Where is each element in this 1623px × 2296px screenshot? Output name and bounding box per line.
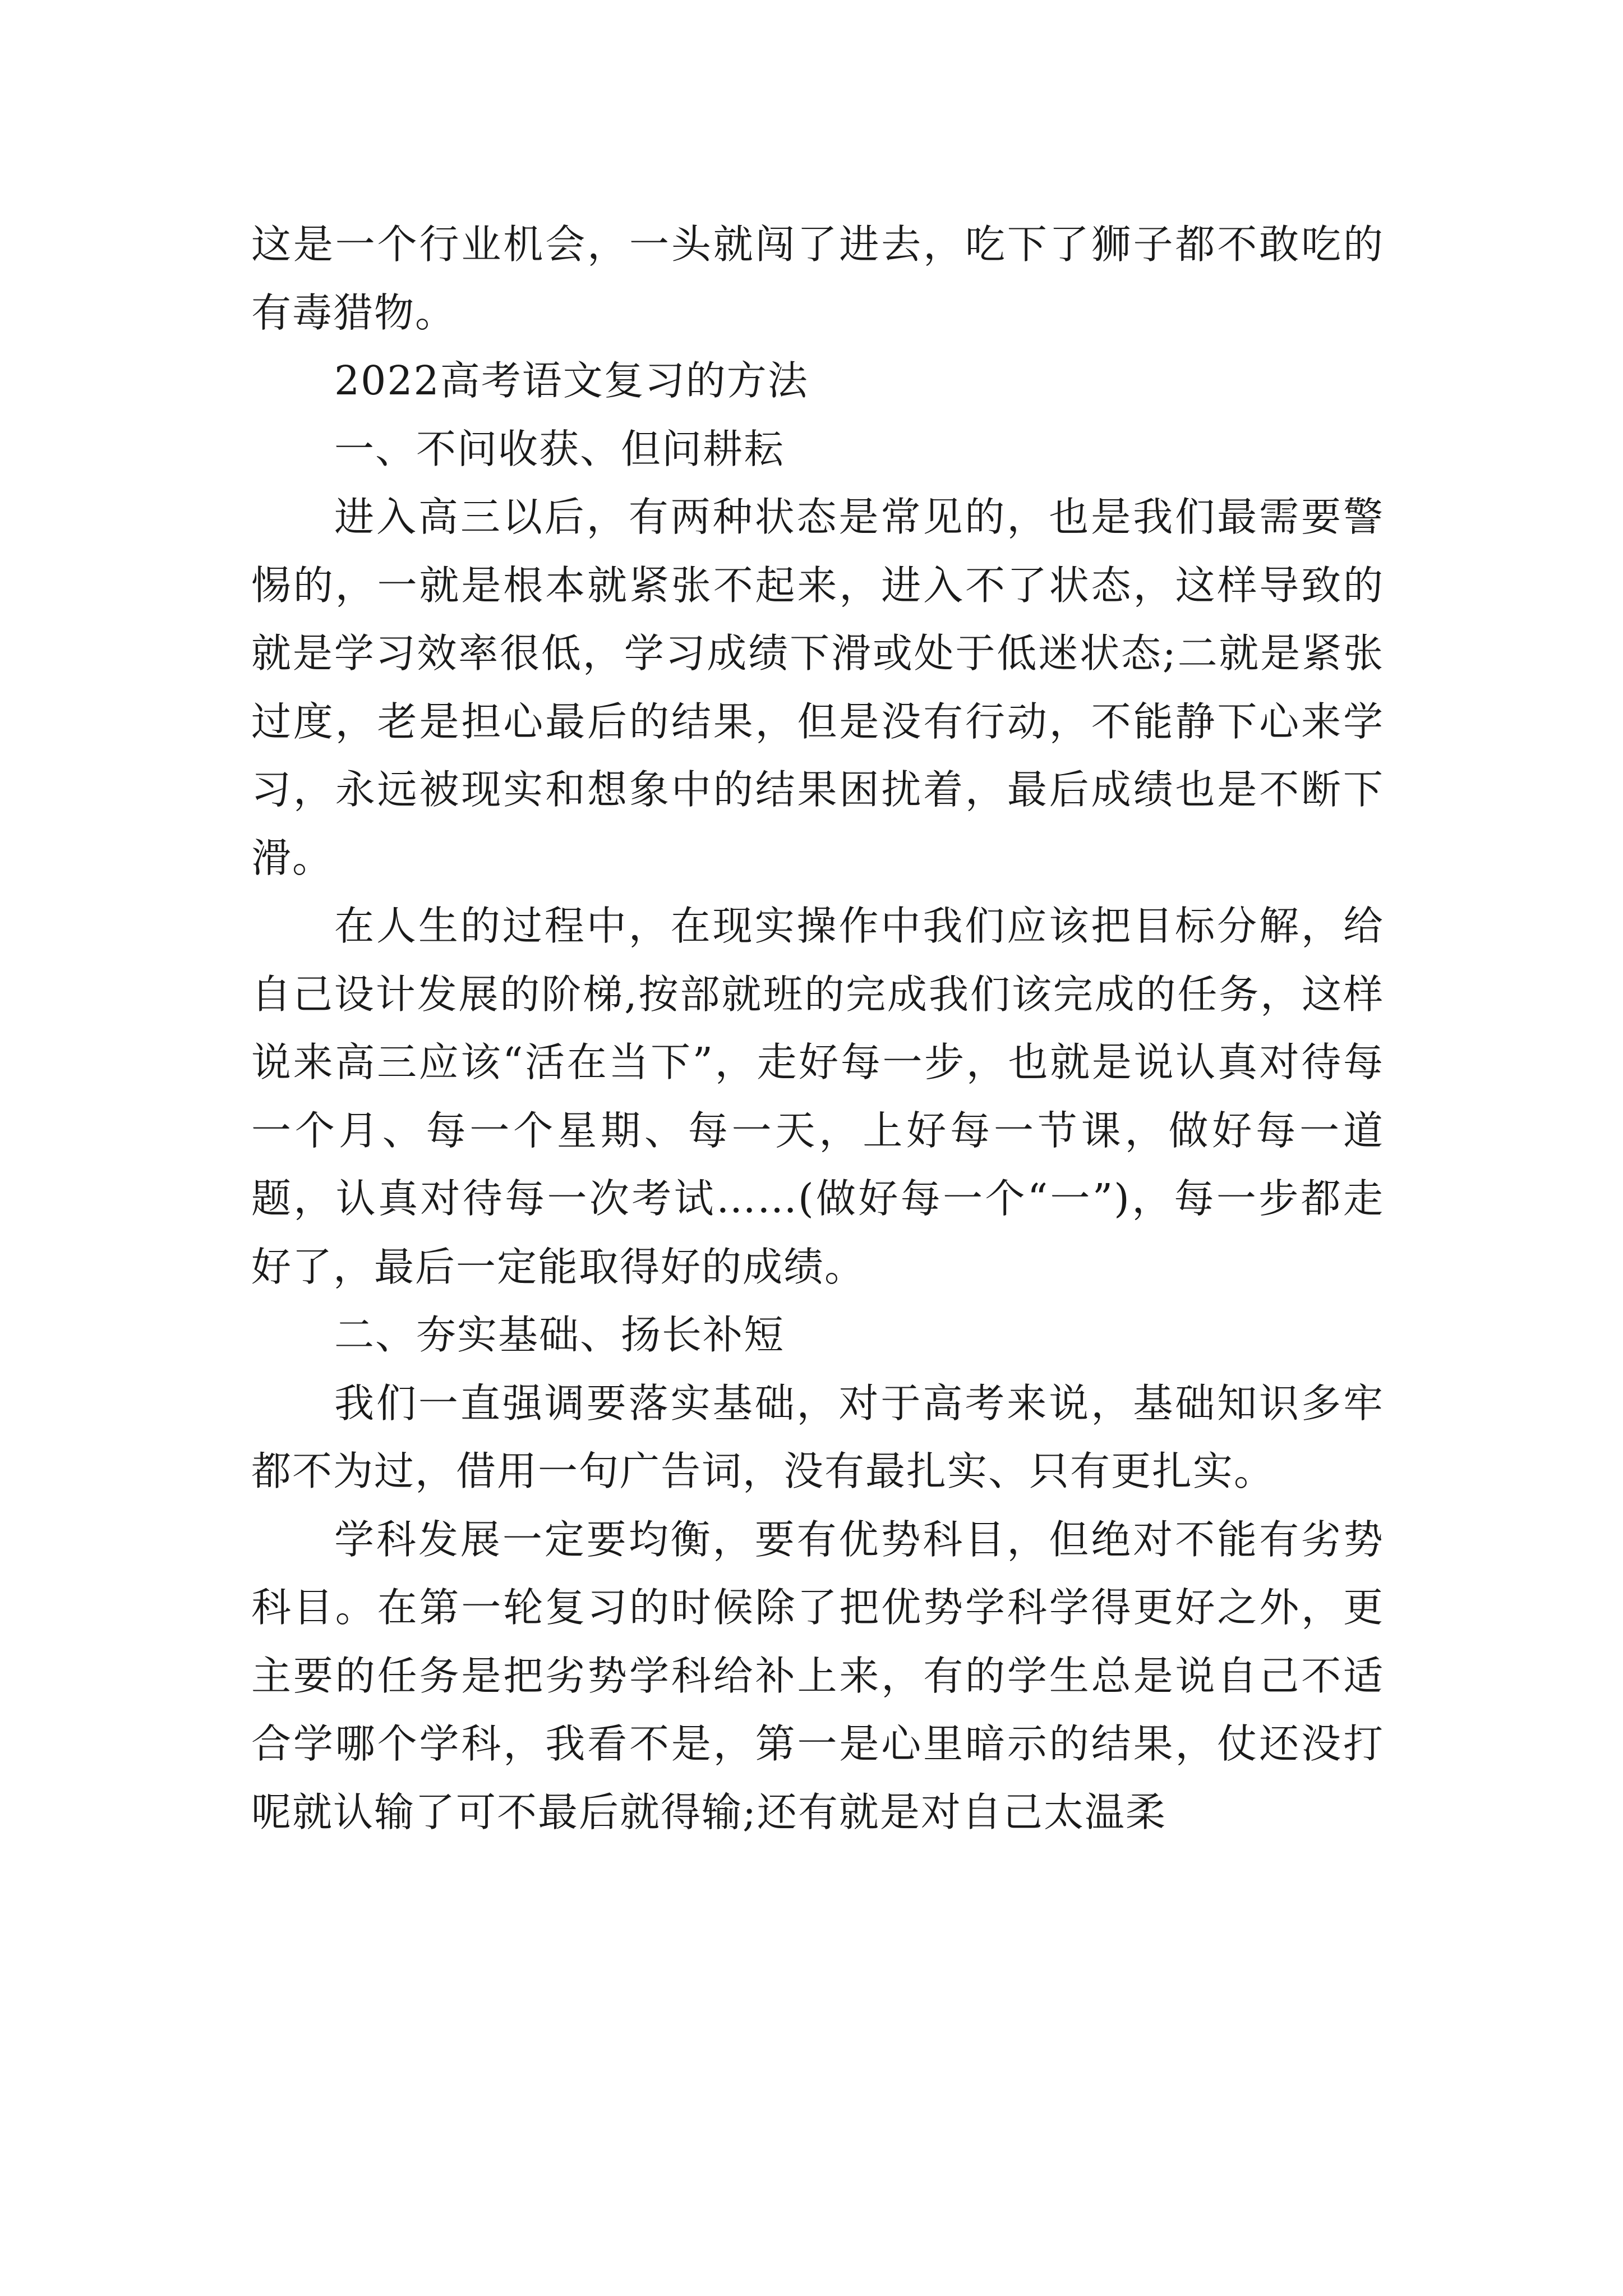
paragraph-balance: 学科发展一定要均衡，要有优势科目，但绝对不能有劣势科目。在第一轮复习的时候除了把优势学科学得更好之外，更主要的任务是把劣势学科给补上来，有的学生总是说自己不适合学哪个学科，我看不是，第一是心里暗示的结果，仗还没打呢就认输了可不最后就得输;还有就是对自己太温柔	[251, 1516, 1384, 1835]
paragraph-states: 进入高三以后，有两种状态是常见的，也是我们最需要警惕的，一就是根本就紧张不起来，进入不了状态，这样导致的就是学习效率很低，学习成绩下滑或处于低迷状态;二就是紧张过度，老是担心最后的结果，但是没有行动，不能静下心来学习，永远被现实和想象中的结果困扰着，最后成绩也是不断下滑。	[251, 494, 1384, 881]
subheading-one: 一、不问收获、但问耕耘	[334, 425, 785, 472]
paragraph-foundation: 我们一直强调要落实基础，对于高考来说，基础知识多牢都不为过，借用一句广告词，没有最扎实、只有更扎实。	[251, 1379, 1384, 1494]
paragraph-goals: 在人生的过程中，在现实操作中我们应该把目标分解，给自己设计发展的阶梯,按部就班的完成我们该完成的任务，这样说来高三应该“活在当下”，走好每一步，也就是说认真对待每一个月、每一个星期、每一天，上好每一节课，做好每一道题，认真对待每一次考试……(做好每一个“一”)，每一步都走好了，最后一定能取得好的成绩。	[251, 903, 1384, 1290]
document-body	[251, 210, 1384, 1846]
section-heading-main: 2022高考语文复习的方法	[334, 357, 809, 404]
paragraph-intro-continuation: 这是一个行业机会，一头就闯了进去，吃下了狮子都不敢吃的有毒猎物。	[251, 221, 1384, 336]
subheading-two: 二、夯实基础、扬长补短	[334, 1312, 785, 1358]
